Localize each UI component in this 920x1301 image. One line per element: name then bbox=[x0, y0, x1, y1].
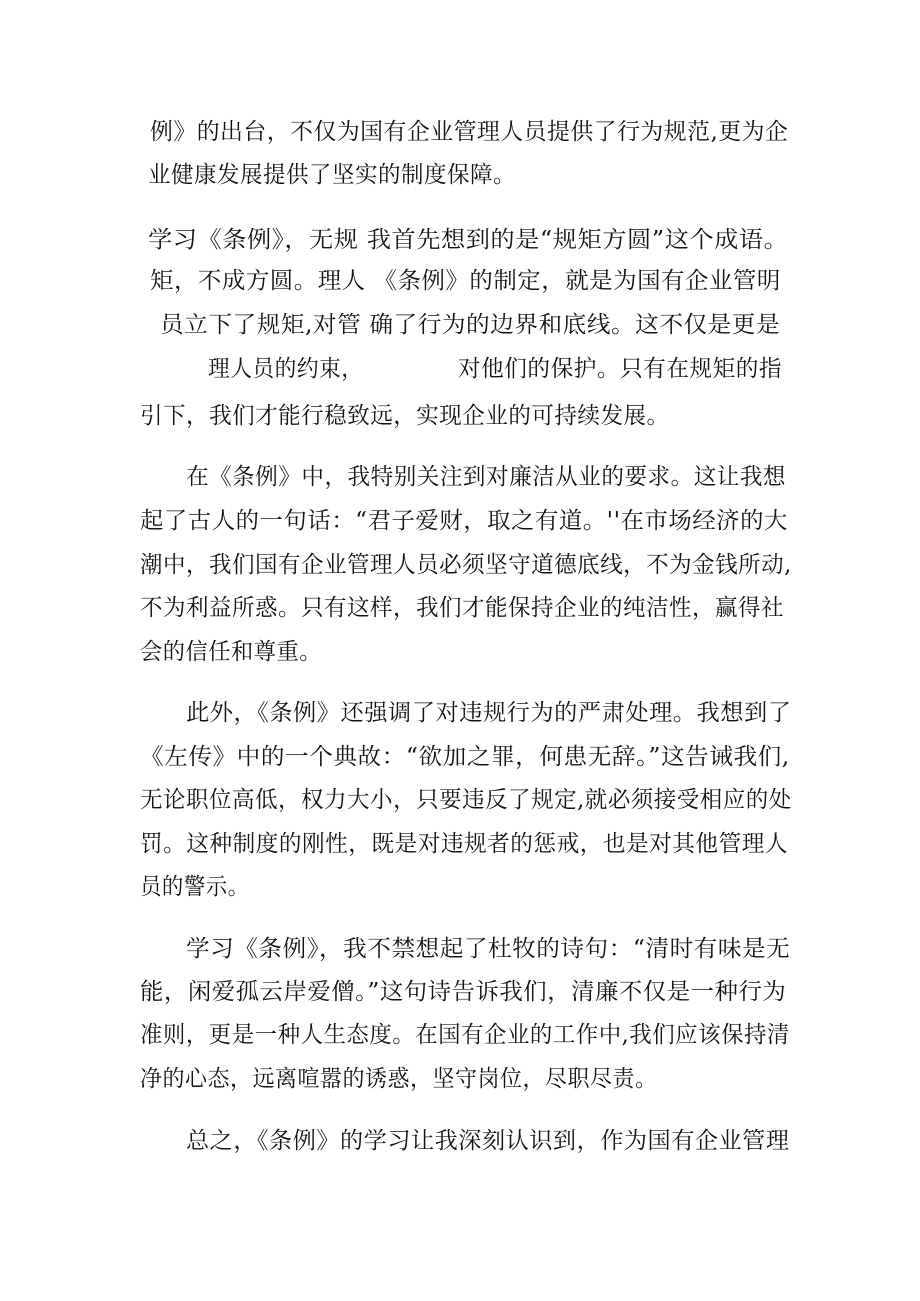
paragraph-4-line-2: 《左传》中的一个典故：“欲加之罪，何患无辞。”这告诫我们, bbox=[140, 744, 790, 770]
paragraph-2-line-2: 矩，不成方圆。理人 《条例》的制定，就是为国有企业管明 bbox=[150, 268, 781, 294]
paragraph-2-line-5: 引下，我们才能行稳致远，实现企业的可持续发展。 bbox=[140, 403, 670, 429]
paragraph-5-line-3: 准则，更是一种人生态度。在国有企业的工作中,我们应该保持清 bbox=[140, 1022, 790, 1048]
paragraph-3-line-2: 起了古人的一句话：“君子爱财，取之有道。''在市场经济的大 bbox=[140, 508, 788, 534]
paragraph-4-line-1: 此外，《条例》还强调了对违规行为的严肃处理。我想到了 bbox=[186, 700, 792, 726]
paragraph-3-line-4: 不为利益所惑。只有这样，我们才能保持企业的纯洁性，赢得社 bbox=[140, 595, 784, 621]
paragraph-3-line-5: 会的信任和尊重。 bbox=[140, 639, 322, 665]
paragraph-3-line-1: 在《条例》中，我特别关注到对廉洁从业的要求。这让我想 bbox=[186, 464, 786, 490]
paragraph-5-line-4: 净的心态，远离喧嚣的诱惑，坚守岗位，尽职尽责。 bbox=[140, 1066, 658, 1092]
paragraph-4-line-5: 员的警示。 bbox=[140, 874, 250, 900]
paragraph-1-line-1: 例》的出台，不仅为国有企业管理人员提供了行为规范,更为企 bbox=[150, 119, 789, 145]
paragraph-4-line-4: 罚。这种制度的刚性，既是对违规者的惩戒，也是对其他管理人 bbox=[140, 831, 788, 857]
paragraph-2-line-1: 学习《条例》，无规 我首先想到的是“规矩方圆”这个成语。 bbox=[148, 227, 789, 253]
paragraph-5-line-1: 学习《条例》，我不禁想起了杜牧的诗句：“清时有味是无 bbox=[186, 936, 791, 962]
paragraph-2-line-4b: 对他们的保护。只有在规矩的指 bbox=[458, 356, 782, 382]
paragraph-2-line-3: 员立下了规矩,对管 确了行为的边界和底线。这不仅是更是 bbox=[160, 312, 781, 338]
paragraph-2-line-4a: 理人员的约束， bbox=[208, 356, 364, 382]
paragraph-4-line-3: 无论职位高低，权力大小，只要违反了规定,就必须接受相应的处 bbox=[140, 787, 792, 813]
paragraph-5-line-2: 能，闲爱孤云岸爱僧。”这句诗告诉我们，清廉不仅是一种行为 bbox=[140, 979, 787, 1005]
paragraph-3-line-3: 潮中，我们国有企业管理人员必须坚守道德底线，不为金钱所动, bbox=[140, 552, 792, 578]
paragraph-6-line-1: 总之，《条例》的学习让我深刻认识到，作为国有企业管理 bbox=[186, 1128, 790, 1154]
paragraph-1-line-2: 业健康发展提供了坚实的制度保障。 bbox=[148, 162, 516, 188]
